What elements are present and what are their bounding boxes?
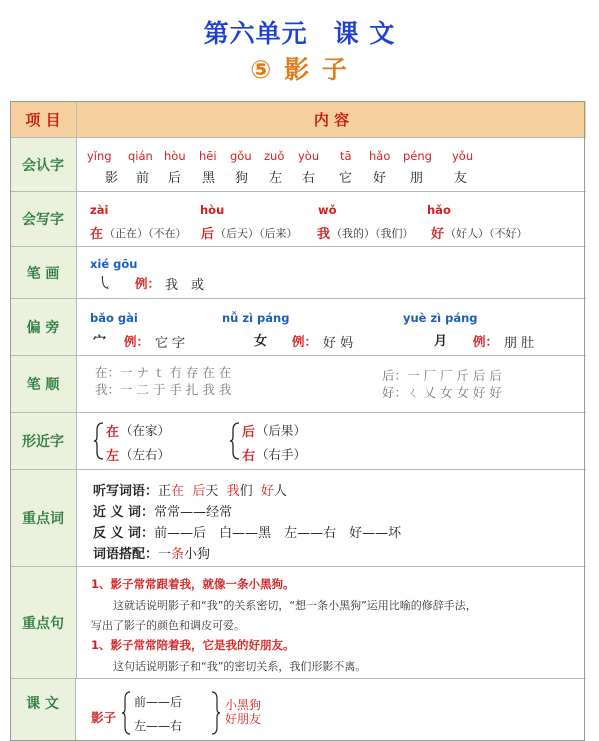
collocation-line: [93, 543, 210, 562]
row-bihua: [10, 247, 586, 299]
row-huixiezi: [10, 192, 586, 247]
character: 我: [317, 227, 331, 242]
antonym-text: 前——后 白——黑 左——右 好——坏: [154, 526, 402, 541]
word: （右手）: [256, 447, 307, 462]
header-content: 内 容: [313, 110, 350, 129]
subject: 影子: [91, 710, 117, 725]
row-kewen: [10, 679, 586, 741]
character: 前: [136, 171, 150, 186]
example-text: 它 字: [155, 336, 186, 351]
stroke-order-line: 后：一 厂 厂 斤 后 后: [382, 368, 502, 383]
character: 好: [373, 171, 387, 186]
stroke-order-line: 好：ㄑ 乂 女 女 好 好: [382, 385, 502, 400]
word: （左右）: [120, 447, 171, 462]
huirenzi-content: [77, 138, 586, 191]
word: （后果）: [256, 423, 307, 438]
character: 在: [90, 227, 104, 242]
synonym-label: 近 义 词：: [93, 505, 155, 520]
row-label-huirenzi: 会认字: [10, 138, 77, 191]
row-bishun: [10, 356, 586, 413]
example-text: 朋 肚: [504, 336, 535, 351]
key-sentence: 1、影子常常跟着我，就像一条小黑狗。: [91, 577, 295, 591]
sentence-note: 写出了影子的颜色和调皮可爱。: [91, 619, 245, 632]
pinyin: zài: [90, 203, 109, 217]
words: （后天）（后来）: [215, 227, 298, 240]
zhongdianju-content: [77, 567, 586, 678]
row-pianpang: [10, 299, 586, 356]
brace-icon: [211, 691, 221, 735]
row-huirenzi: [10, 138, 586, 192]
table-header-row: [10, 101, 586, 138]
bishun-content: [77, 356, 586, 412]
pinyin: hǎo: [369, 149, 391, 163]
words: （正在）（不在）: [104, 227, 187, 240]
row-label-xingjinzi: 形近字: [10, 413, 77, 469]
example-label: 例：: [292, 334, 318, 349]
pinyin: hǎo: [427, 203, 451, 217]
character: 好: [431, 227, 445, 242]
antonym-label: 反 义 词：: [93, 526, 155, 541]
position-pair: 左——右: [134, 719, 183, 733]
character: 影: [105, 171, 119, 186]
xingjinzi-content: [77, 413, 586, 469]
pinyin: tā: [340, 149, 352, 163]
brace-icon: [93, 422, 105, 460]
brace-icon: [121, 691, 131, 735]
word-char: 条: [171, 547, 185, 562]
pinyin: zuǒ: [264, 149, 285, 163]
dictation-line: [93, 480, 287, 499]
character: 友: [454, 171, 468, 186]
pinyin: xié gōu: [90, 257, 138, 271]
example-text: 我 或: [165, 278, 205, 293]
word-char: 我: [226, 484, 240, 499]
huixiezi-content: [77, 192, 586, 246]
row-zhongdianju: [10, 567, 586, 679]
sentence-note: 这就话说明影子和“我”的关系密切，“想一条小黑狗”运用比喻的修辞手法，: [113, 599, 477, 612]
antonym-line: [93, 522, 401, 541]
pinyin: yuè zì páng: [403, 311, 478, 325]
collocation-label: 词语搭配：: [93, 547, 159, 562]
dictation-label: 听写词语：: [93, 484, 159, 499]
character: 后: [242, 425, 256, 440]
example-label: 例：: [124, 334, 150, 349]
pianpang-content: [77, 299, 586, 355]
stroke-order-line: 在：一 ナ ｔ 冇 存 在 在: [95, 365, 232, 380]
character: 右: [242, 449, 256, 464]
stroke-order-line: 我：一 二 于 手 扎 我 我: [95, 382, 232, 397]
pinyin: hēi: [199, 149, 217, 163]
word-char: 人: [273, 484, 287, 499]
word-char: 天: [205, 484, 219, 499]
synonym-text: 常常——经常: [154, 505, 233, 520]
synonym-line: [93, 501, 232, 520]
brace-icon: [229, 422, 241, 460]
header-label: 项 目: [10, 101, 77, 137]
pinyin: gǒu: [230, 149, 252, 163]
example-text: 好 妈: [323, 336, 354, 351]
row-label-kewen: 课 文: [10, 679, 76, 741]
description: 小黑狗: [225, 698, 262, 712]
character: 狗: [235, 171, 249, 186]
example-label: 例：: [135, 276, 161, 291]
word-char: 好: [260, 484, 274, 499]
character: 左: [106, 449, 120, 464]
stroke-glyph: ㇂: [97, 274, 113, 292]
character: 在: [106, 425, 120, 440]
words: （好人）（不好）: [445, 227, 528, 240]
pinyin: hòu: [164, 149, 186, 163]
character: 右: [302, 171, 316, 186]
word-char: 在: [171, 484, 185, 499]
pinyin: wǒ: [318, 203, 337, 217]
kewen-content: [77, 679, 586, 741]
sentence-note: 这句话说明影子和“我”的密切关系，我们形影不离。: [113, 660, 367, 673]
lesson-title: ⑤ 影 子: [250, 55, 349, 84]
pinyin: yǒu: [452, 149, 474, 163]
radical: 女: [254, 334, 268, 349]
word-char: 小狗: [184, 547, 211, 562]
character: 黑: [202, 171, 216, 186]
character: 后: [201, 227, 215, 242]
pinyin: yǐng: [87, 149, 112, 163]
row-label-zhongdianju: 重点句: [10, 567, 77, 678]
pinyin: qián: [128, 149, 153, 163]
row-zhongdianci: [10, 470, 586, 567]
key-sentence: 1、影子常常陪着我，它是我的好朋友。: [91, 638, 295, 652]
page-title: 第六单元 课 文: [203, 19, 396, 48]
radical: 月: [434, 334, 448, 349]
row-label-zhongdianci: 重点词: [10, 470, 77, 566]
word-char: 一: [158, 547, 172, 562]
row-label-huixiezi: 会写字: [10, 192, 77, 246]
radical: 宀: [93, 334, 107, 349]
example-label: 例：: [473, 334, 499, 349]
character: 它: [339, 171, 353, 186]
pinyin: bǎo gài: [90, 311, 138, 325]
zhongdianci-content: [77, 470, 586, 566]
character: 后: [168, 171, 182, 186]
bihua-content: [77, 247, 586, 298]
row-label-bishun: 笔 顺: [10, 356, 77, 412]
pinyin: yòu: [298, 149, 320, 163]
pinyin: péng: [403, 149, 432, 163]
row-xingjinzi: [10, 413, 586, 470]
character: 朋: [410, 171, 424, 186]
position-pair: 前——后: [134, 695, 183, 709]
row-label-pianpang: 偏 旁: [10, 299, 77, 355]
word-char: 后: [192, 484, 206, 499]
word-char: 们: [239, 484, 253, 499]
description: 好朋友: [225, 712, 262, 726]
row-label-bihua: 笔 画: [10, 247, 77, 298]
words: （我的）（我们）: [331, 227, 414, 240]
pinyin: nǚ zì páng: [222, 311, 290, 325]
pinyin: hòu: [200, 203, 225, 217]
word-char: 正: [158, 484, 172, 499]
word: （在家）: [120, 423, 171, 438]
character: 左: [269, 171, 283, 186]
